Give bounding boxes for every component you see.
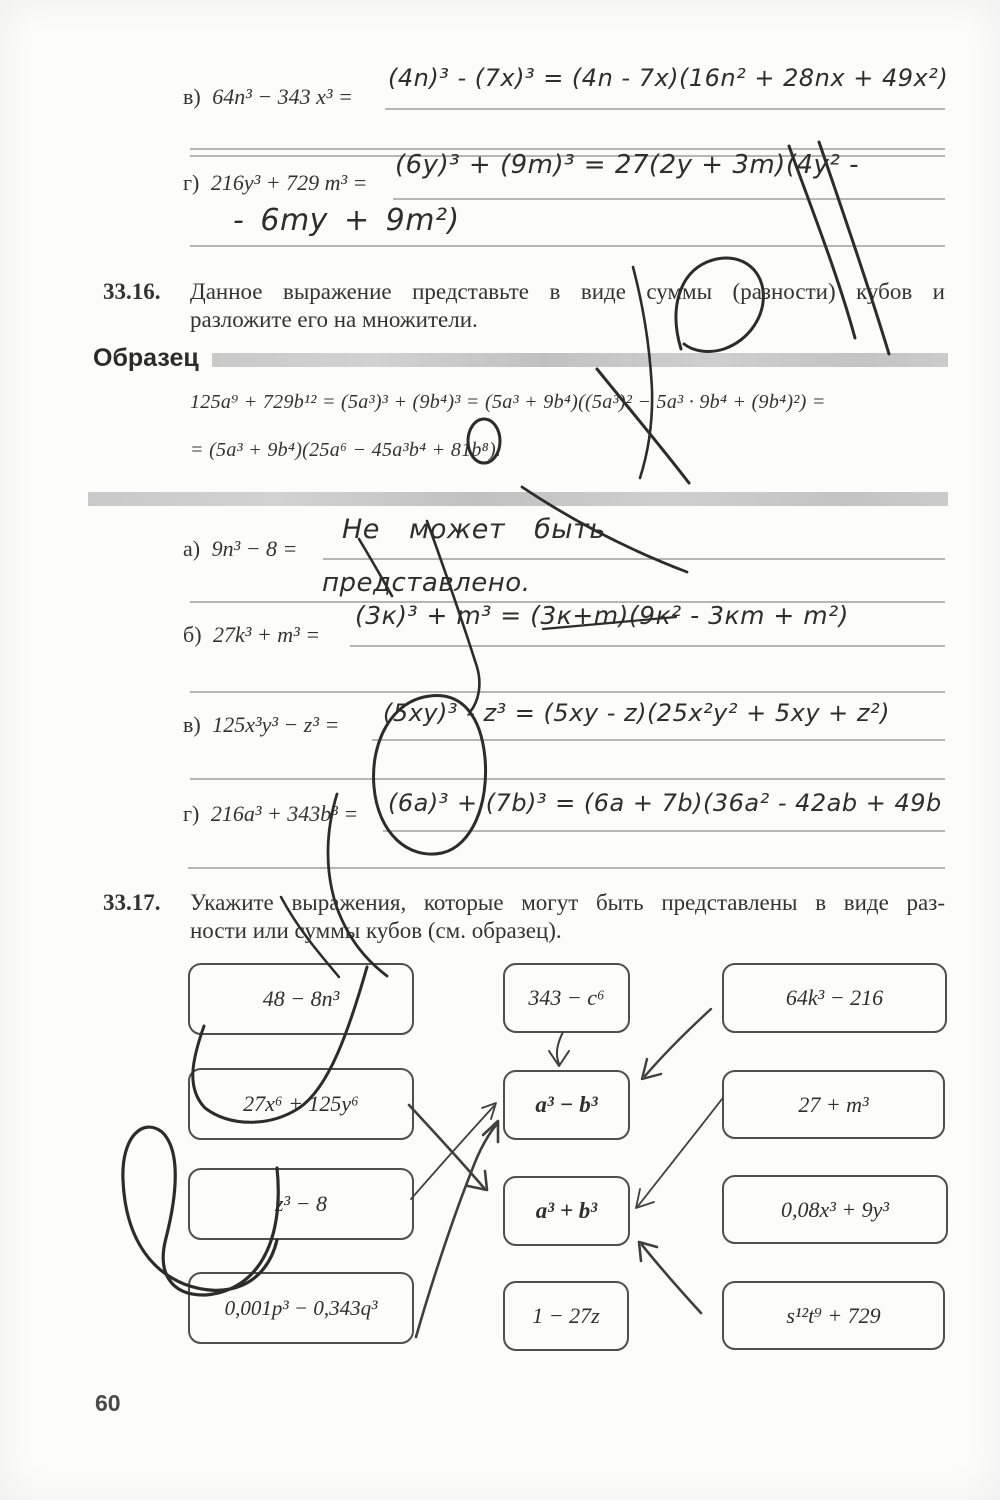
item-g-top-handwritten-answer-line1: (6y)³ + (9m)³ = 27(2y + 3m)(4y² - xyxy=(395,150,859,180)
exercise-3317-number: 33.17. xyxy=(103,890,161,915)
exercise-3317-text-line2: ности или суммы кубов (см. образец). xyxy=(190,918,562,943)
item-b-label: б) xyxy=(183,622,202,647)
expression-box-s12t9-729: s¹²t⁹ + 729 xyxy=(722,1281,945,1350)
item-g-label: г) xyxy=(183,801,200,826)
obrazec-formula-line2: = (5a³ + 9b⁴)(25a⁶ − 45a³b⁴ + 81b⁸). xyxy=(190,439,502,461)
item-b-expression: 27k³ + m³ = xyxy=(213,622,321,647)
item-b xyxy=(183,622,320,648)
scribble-diagonal-through-formula xyxy=(597,369,689,483)
item-g xyxy=(183,801,358,827)
target-box-a3-plus-b3: a³ + b³ xyxy=(503,1176,630,1246)
expression-box-008x3-9y3: 0,08x³ + 9y³ xyxy=(722,1175,948,1244)
expression-box-1-27z: 1 − 27z xyxy=(503,1281,629,1351)
item-a-expression: 9n³ − 8 = xyxy=(211,536,298,561)
item-b-handwritten-answer: (3к)³ + m³ = (3к+m)(9к² - 3кm + m²) xyxy=(355,601,849,630)
obrazec-divider-bar xyxy=(212,353,948,367)
expression-box-64k3-216: 64k³ − 216 xyxy=(722,963,947,1033)
item-v-top xyxy=(183,84,353,110)
item-v-top-expression: 64n³ − 343 x³ = xyxy=(212,84,353,109)
expression-box-0001p3-0343q3: 0,001p³ − 0,343q³ xyxy=(188,1272,414,1344)
arrow-27x6-to-a3plusb3 xyxy=(409,1105,487,1190)
item-v-label: в) xyxy=(183,712,201,737)
item-g-handwritten-answer: (6a)³ + (7b)³ = (6a + 7b)(36a² - 42ab + 49b xyxy=(388,789,942,817)
item-a-handwritten-line2: представлено. xyxy=(322,568,531,598)
exercise-3316-text-line1: Данное выражение представьте в виде суммы (разности) кубов и xyxy=(190,279,945,304)
arrow-343c6-to-a3minusb3 xyxy=(549,1032,569,1066)
item-g-top xyxy=(183,170,367,196)
expression-box-27x6-125y6: 27x⁶ + 125y⁶ xyxy=(188,1068,414,1140)
obrazec-label: Образец xyxy=(93,344,199,372)
expression-box-27-m3: 27 + m³ xyxy=(722,1070,945,1139)
item-g-expression: 216a³ + 343b³ = xyxy=(210,801,359,826)
item-v xyxy=(183,712,339,738)
item-a xyxy=(183,536,297,562)
obrazec-formula-line1: 125a⁹ + 729b¹² = (5a³)³ + (9b⁴)³ = (5a³ + 9b⁴)((5a³)² − 5a³ · 9b⁴ + (9b⁴)²) = xyxy=(190,391,826,413)
arrow-27m3-to-a3plusb3 xyxy=(636,1099,722,1208)
arrow-64k3-to-a3minusb3 xyxy=(642,1009,711,1079)
item-g-top-handwritten-answer-line2: - 6my + 9m²) xyxy=(233,203,460,238)
item-v-expression: 125x³y³ − z³ = xyxy=(212,712,340,737)
exercise-3316-number: 33.16. xyxy=(103,279,161,304)
target-box-a3-minus-b3: a³ − b³ xyxy=(503,1070,630,1140)
exercise-3317-text-line1: Укажите выражения, которые могут быть представлены в виде раз- xyxy=(190,890,945,915)
page-number: 60 xyxy=(95,1390,121,1416)
arrow-z3-to-a3minusb3 xyxy=(411,1103,496,1199)
expression-box-z3-8: z³ − 8 xyxy=(188,1168,414,1240)
item-a-handwritten-line1: Не может быть xyxy=(342,514,606,545)
item-g-top-label: г) xyxy=(183,170,200,195)
item-v-top-label: в) xyxy=(183,84,201,109)
item-a-label: а) xyxy=(183,536,201,561)
item-v-handwritten-answer: (5xy)³ - z³ = (5xy - z)(25x²y² + 5xy + z²) xyxy=(383,699,890,727)
item-g-top-expression: 216y³ + 729 m³ = xyxy=(210,170,368,195)
expression-box-343-c6: 343 − c⁶ xyxy=(503,963,630,1033)
exercise-3316-text-line2: разложите его на множители. xyxy=(190,307,478,332)
expression-box-48-8n3: 48 − 8n³ xyxy=(188,963,414,1035)
arrow-0001p3-to-a3minusb3 xyxy=(416,1121,498,1337)
item-v-top-handwritten-answer: (4n)³ - (7x)³ = (4n - 7x)(16n² + 28nx + 49x²) xyxy=(388,64,949,92)
section-divider-bar xyxy=(88,492,948,506)
arrow-s12t9-to-a3plusb3 xyxy=(639,1242,701,1313)
